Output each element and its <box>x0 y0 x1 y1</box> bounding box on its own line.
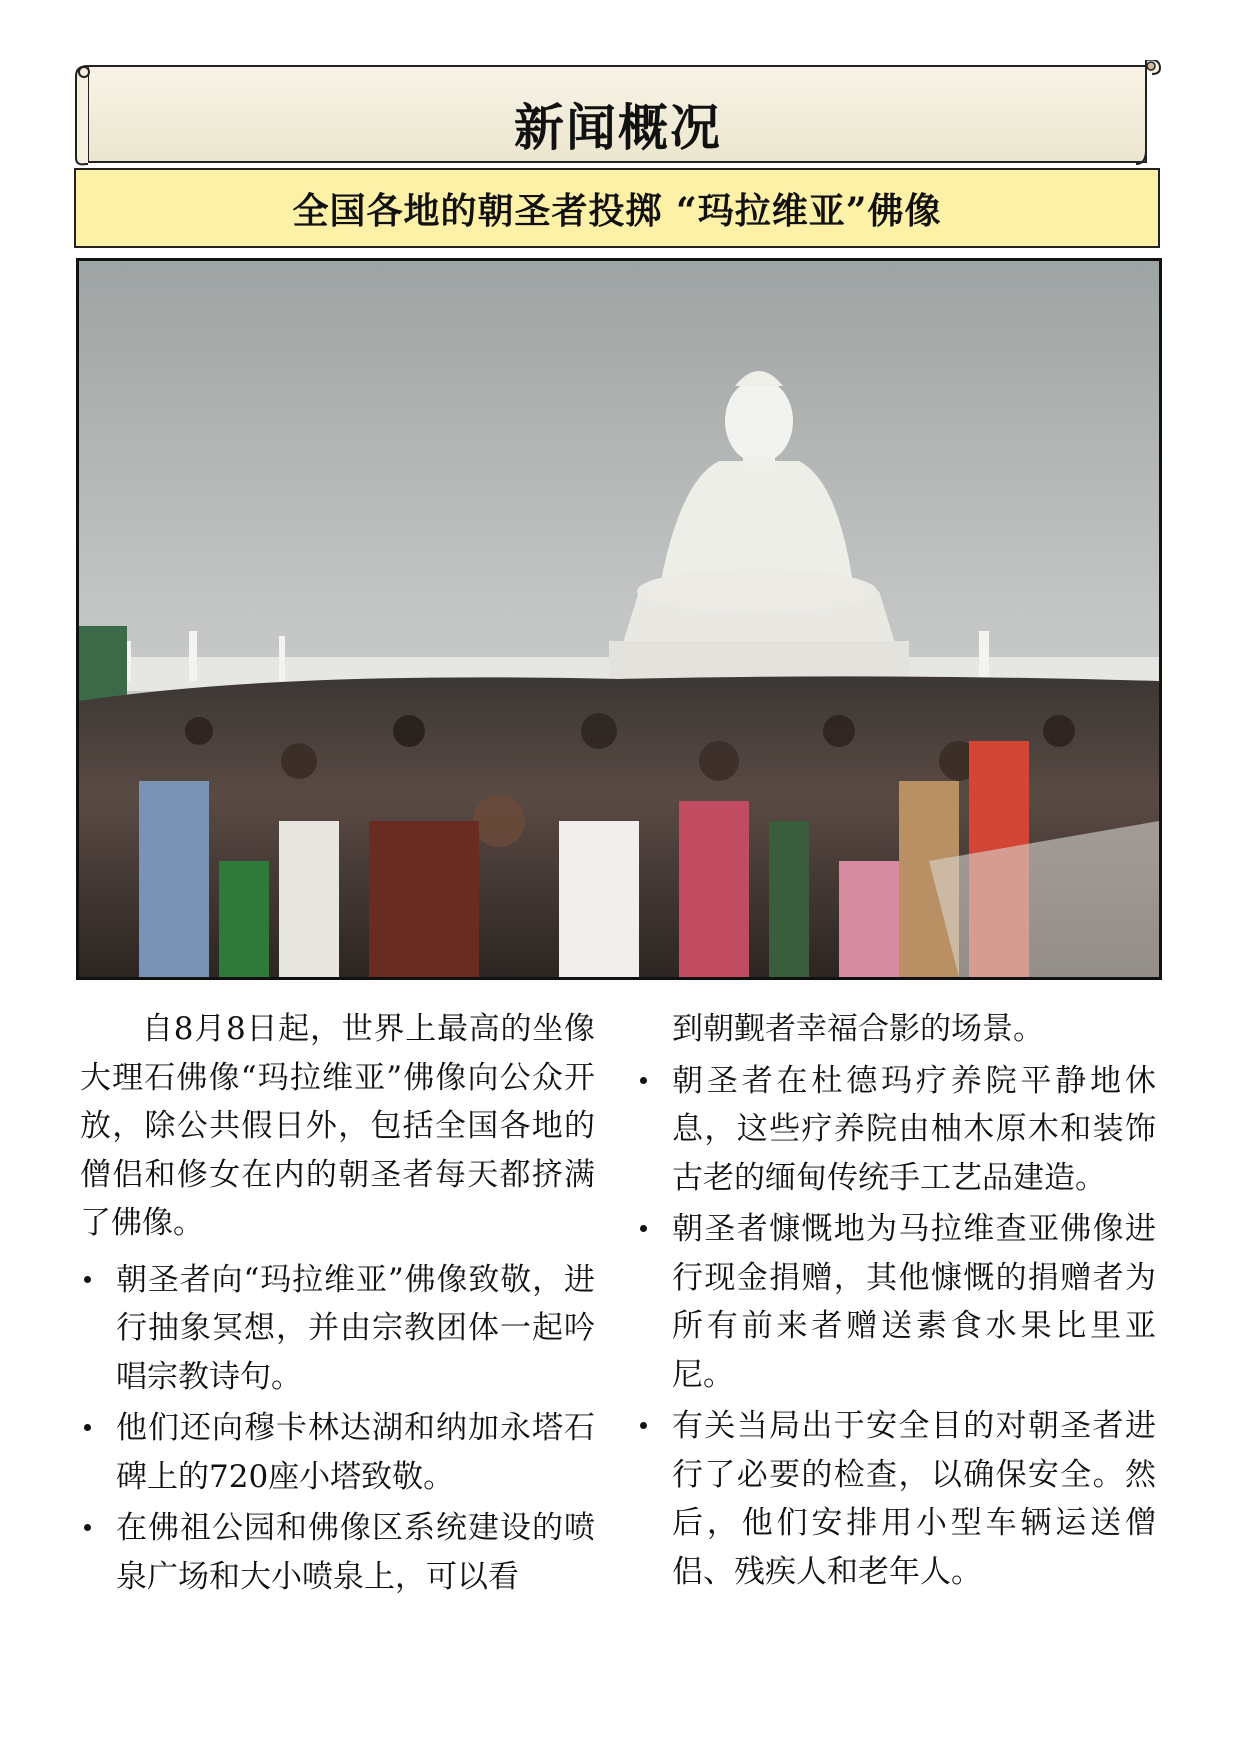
buddha-statue-crowd-photo <box>79 261 1159 977</box>
article-headline: 全国各地的朝圣者投掷 “玛拉维亚”佛像 <box>74 168 1160 248</box>
bullet-text: 朝圣者慷慨地为马拉维查亚佛像进行现金捐赠，其他慷慨的捐赠者为所有前来者赠送素食水果比里亚尼。 <box>672 1211 1156 1393</box>
left-bullet-list <box>80 1256 595 1602</box>
bullet-dot-icon <box>640 1422 647 1429</box>
bullet-text: 在佛祖公园和佛像区系统建设的喷泉广场和大小喷泉上，可以看 <box>116 1510 595 1595</box>
list-item <box>80 1404 595 1501</box>
continued-text: 到朝觐者幸福合影的场景。 <box>672 1011 1044 1047</box>
bullet-text: 有关当局出于安全目的对朝圣者进行了必要的检查，以确保安全。然后，他们安排用小型车辆运送僧侣、残疾人和老年人。 <box>672 1408 1156 1590</box>
bullet-text: 朝圣者在杜德玛疗养院平静地休息，这些疗养院由柚木原木和装饰古老的缅甸传统手工艺品建造。 <box>672 1062 1156 1196</box>
title-banner <box>74 60 1162 168</box>
bullet-text: 朝圣者向“玛拉维亚”佛像致敬，进行抽象冥想，并由宗教团体一起吟唱宗教诗句。 <box>116 1261 595 1395</box>
right-column <box>636 1005 1156 1599</box>
list-item <box>80 1504 595 1601</box>
bullet-dot-icon <box>640 1225 647 1232</box>
bullet-dot-icon <box>84 1524 91 1531</box>
banner-title: 新闻概况 <box>514 98 722 157</box>
bullet-dot-icon <box>640 1077 647 1084</box>
list-item <box>80 1256 595 1402</box>
right-bullet-list <box>636 1057 1156 1597</box>
list-item <box>636 1205 1156 1399</box>
bullet-dot-icon <box>84 1276 91 1283</box>
left-column <box>80 1005 595 1604</box>
bullet-dot-icon <box>84 1424 91 1431</box>
list-item <box>636 1057 1156 1203</box>
article-photo <box>76 258 1162 980</box>
list-item <box>636 1402 1156 1596</box>
intro-paragraph: 自8月8日起，世界上最高的坐像大理石佛像“玛拉维亚”佛像向公众开放，除公共假日外，包括全国各地的僧侣和修女在内的朝圣者每天都挤满了佛像。 <box>80 1011 595 1241</box>
bullet-text: 他们还向穆卡林达湖和纳加永塔石碑上的720座小塔致敬。 <box>116 1410 595 1495</box>
